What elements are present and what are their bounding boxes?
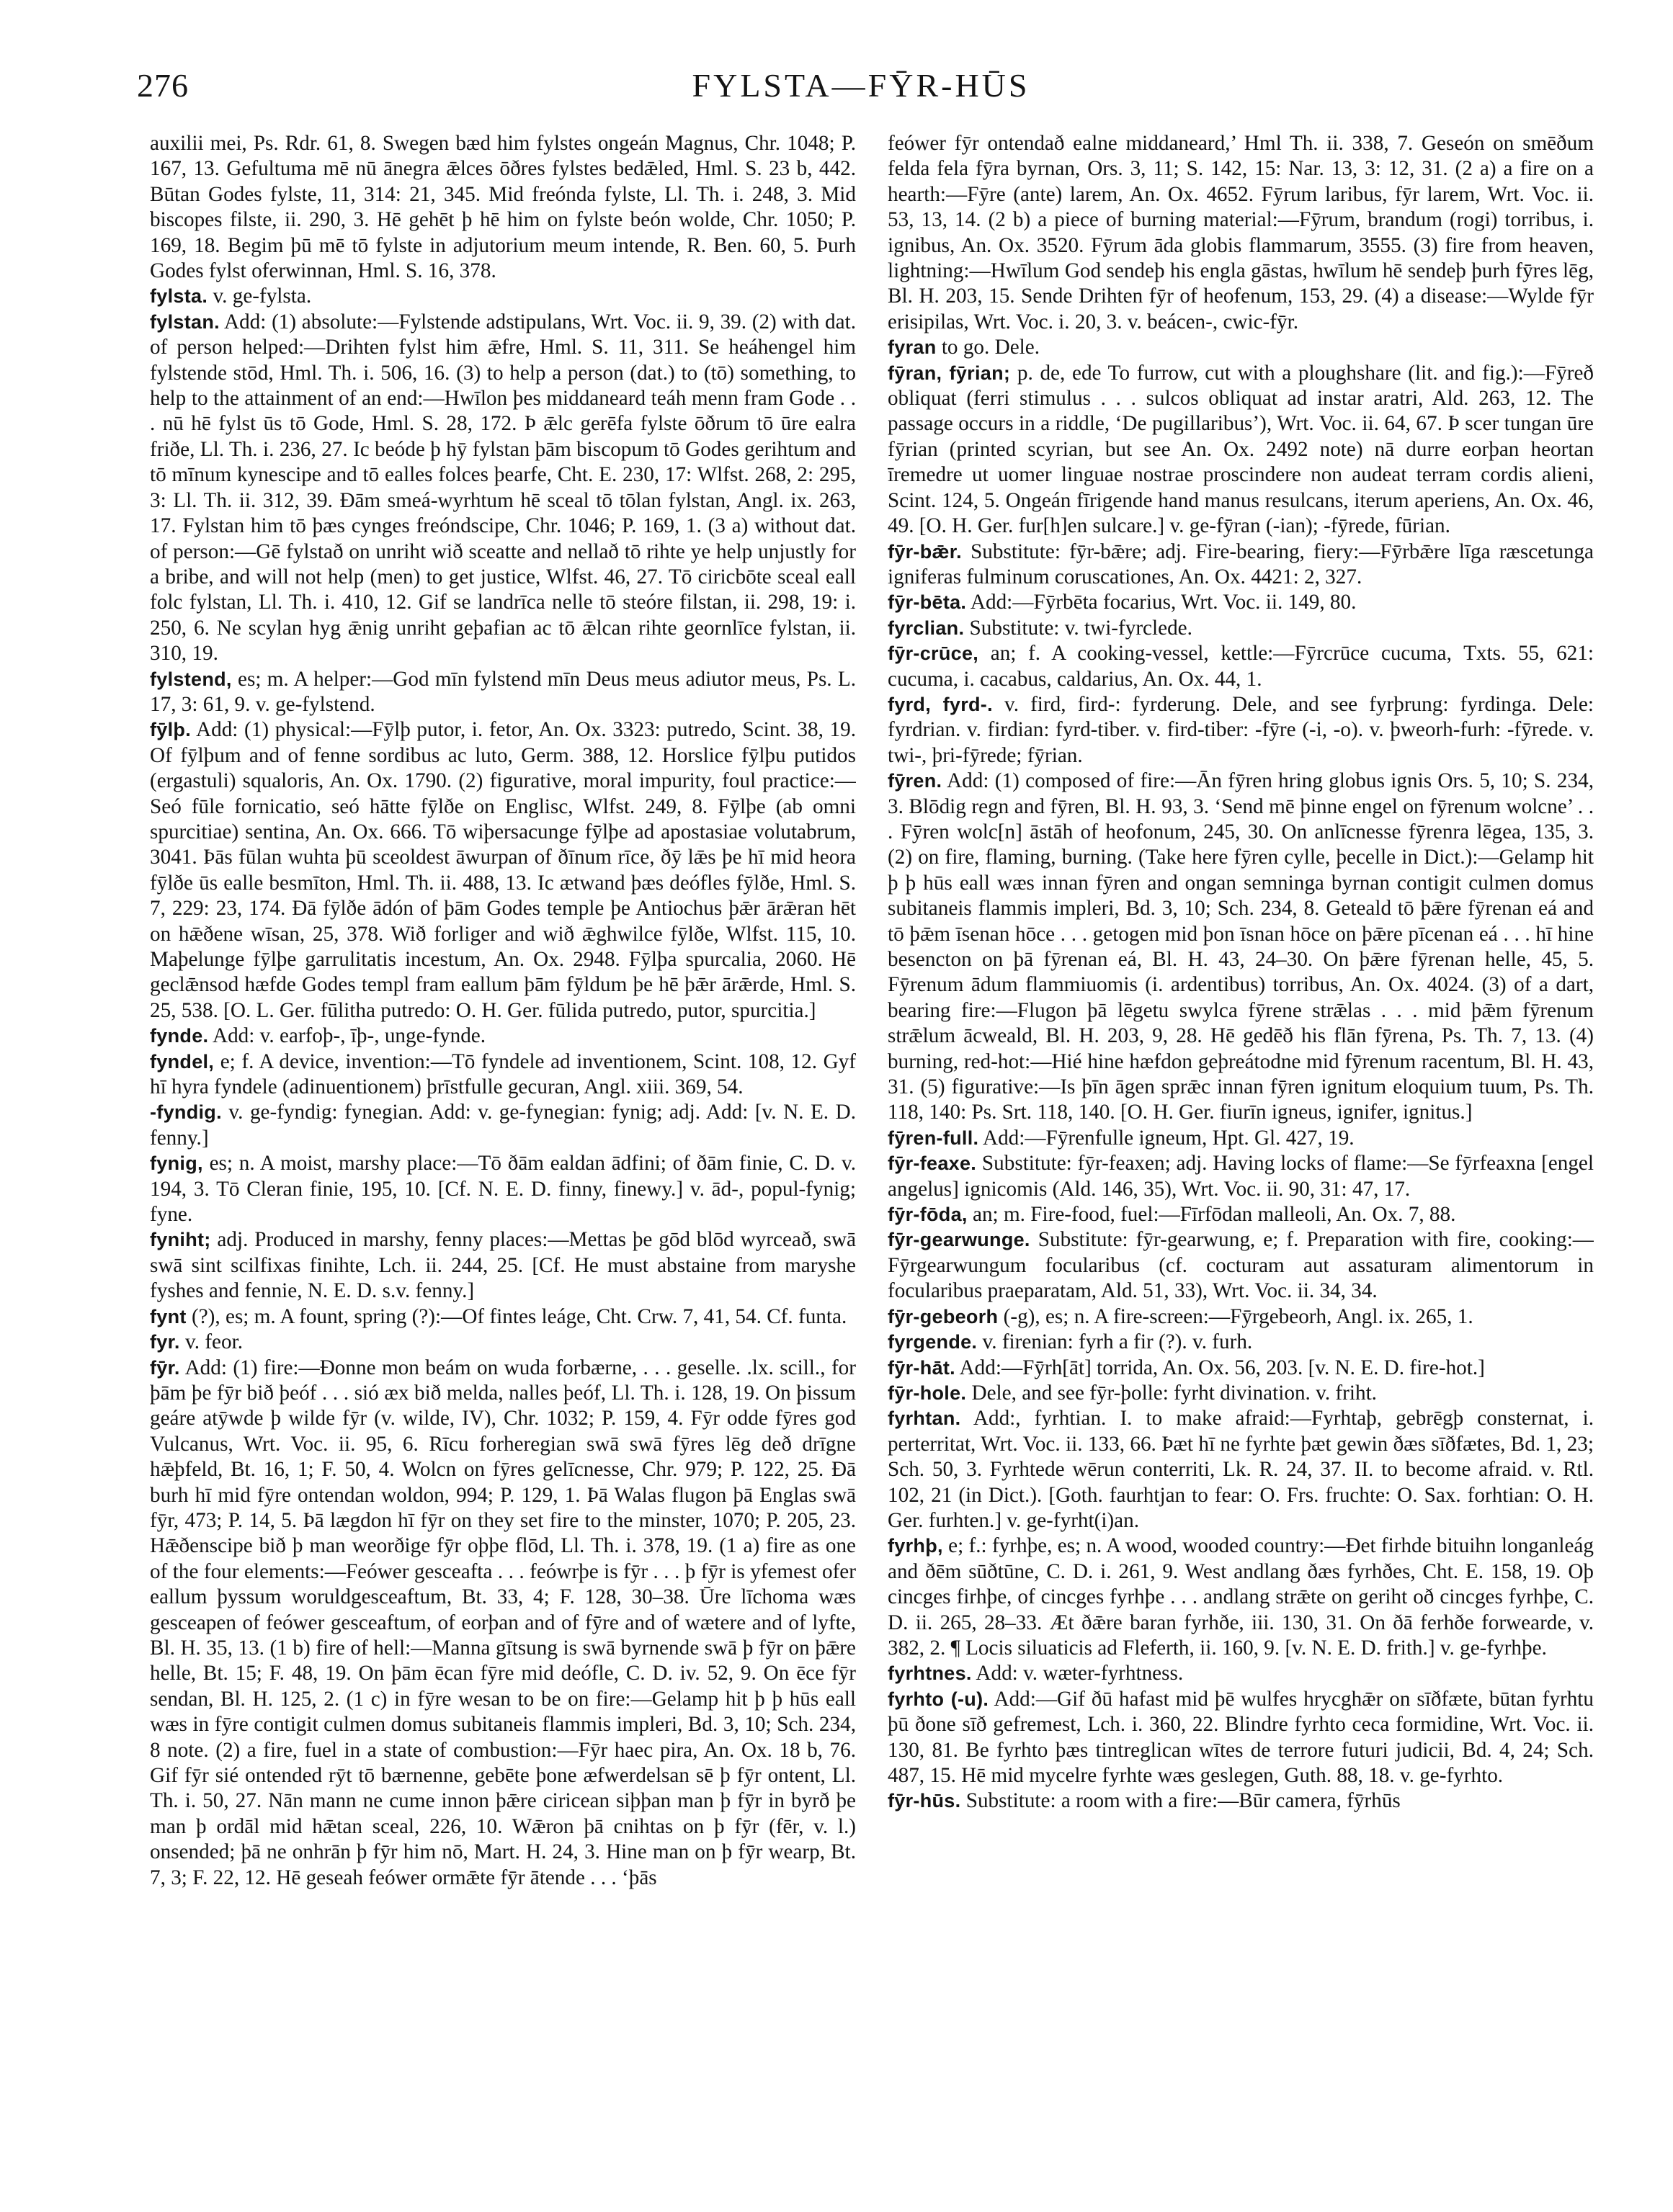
dictionary-entry [888,1381,1594,1406]
entry-headword: fyran [888,336,937,359]
dictionary-entry [888,590,1594,615]
entry-text: auxilii mei, Ps. Rdr. 61, 8. Swegen bæd him fylstes ongeán Magnus, Chr. 1048; P. 167, 13. Gefultuma mē nū ānegra ǣlces ōðres fylstes bedǣled, Hml. S. 23 b, 442. Būtan Godes fylste, 11, 314: 21, 345. Mid freónda fylste, Ll. Th. i. 248, 3. Mid biscopes filste, ii. 290, 3. Hē gehēt þ hē him on fylste beón wolde, Chr. 1050; P. 169, 18. Begim þū mē tō fylste in adjutorium meum intende, R. Ben. 60, 5. Þurh Godes fylst oferwinnan, Hml. S. 16, 378. [150,132,856,283]
right-column [888,131,1594,2177]
dictionary-entry [888,1788,1594,1814]
entry-headword: fȳr. [150,1356,180,1379]
entry-headword: fyrgende. [888,1331,978,1353]
entry-text: Substitute: v. twi-fyrclede. [964,616,1192,640]
entry-text: v. ge-fyndig: fynegian. Add: v. ge-fynegian: fynig; adj. Add: [v. N. E. D. fenny.] [150,1101,856,1150]
entry-headword: fȳren-full. [888,1127,979,1149]
dictionary-entry [888,539,1594,591]
dictionary-entry [888,1202,1594,1227]
entry-text: Add: (1) fire:—Ðonne mon beám on wuda forbærne, . . . geselle. .lx. scill., for þām þe fȳr bið þeóf . . . sió æx bið melda, nalles þeóf, Ll. Th. i. 128, 19. On þissum geáre atȳwde þ wilde fȳr (v. wilde, IV), Chr. 1032; P. 159, 4. Fȳr odde fȳres god Vulcanus, Wrt. Voc. ii. 95, 6. Rīcu forheregian swā swā fȳres lēg deð drīgne hǣþfeld, Bt. 16, 1; F. 50, 4. Wolcn on fȳres gelīcnesse, Chr. 979; P. 122, 25. Ðā burh hī mid fȳre ontendan woldon, 994; P. 129, 1. Þā Walas flugon þā Englas swā fȳr, 473; P. 14, 5. Þā lægdon hī fȳr on they set fire to the minster, 1070; P. 205, 23. Hǣðenscipe bið þ man weorðige fȳr oþþe flōd, Ll. Th. i. 378, 19. (1 a) fire as one of the four elements:—Feówer gesceafta . . . feówrþe is fȳr . . . þ fȳr is yfemest ofer eallum þyssum woruldgesceaftum, Bt. 33, 4; F. 128, 30–38. Ūre līchoma wæs gesceapen of feówer gesceaftum, of eorþan and of fȳre and of wætere and of lyfte, Bl. H. 35, 13. (1 b) fire of hell:—Manna gītsung is swā byrnende swā þ fȳr on þǣre helle, Bt. 15; F. 48, 19. On þām ēcan fȳre mid deófle, C. D. iv. 52, 9. On ēce fȳr sendan, Bl. H. 125, 2. (1 c) in fȳre wesan to be on fire:—Gelamp hit þ þ hūs eall wæs in fȳre contigit culmen domus subitaneis flammis impleri, Bd. 3, 10; Sch. 234, 8 note. (2) a fire, fuel in a state of combustion:—Fȳr haec pira, An. Ox. 18 b, 76. Gif fȳr sié ontended rȳt tō bærnenne, gebēte þone æfwerdelsan sē þ fȳr ontent, Ll. Th. i. 50, 27. Nān mann ne cume innon þǣre ciricean siþþan man þ fȳr in byrð þe man þ ordāl mid hǣtan sceal, 226, 10. Wǣron þā cnihtas on þ fȳr (fēr, v. l.) onsended; þā ne onhrān þ fȳr him nō, Mart. H. 24, 3. Hine man on þ fȳr wearp, Bt. 7, 3; F. 22, 12. Hē geseah feówer ormǣte fȳr ātende . . . ‘þās [150,1356,856,1889]
page-number: 276 [137,67,189,104]
dictionary-entry [150,310,856,667]
entry-headword: fyrhþ, [888,1535,943,1557]
entry-headword: fynde. [150,1025,209,1047]
entry-headword: -fyndig. [150,1101,222,1124]
dictionary-entry [888,335,1594,360]
dictionary-entry [150,1330,856,1355]
entry-text: Substitute: a room with a fire:—Būr camera, fȳrhūs [960,1789,1401,1813]
dictionary-entry [150,1024,856,1049]
entry-text: Add:—Fȳrh[āt] torrida, An. Ox. 56, 203. [v. N. E. D. fire-hot.] [955,1356,1485,1379]
dictionary-entry [888,769,1594,1126]
entry-text: v. feor. [179,1330,243,1354]
dictionary-entry [150,667,856,718]
entry-text: Add:—Fȳrbēta focarius, Wrt. Voc. ii. 149, 80. [966,591,1357,614]
dictionary-entry [150,1049,856,1101]
entry-headword: fynt [150,1305,187,1327]
dictionary-entry [150,1227,856,1304]
dictionary-entry [888,616,1594,641]
dictionary-entry [888,1687,1594,1789]
dictionary-entry [888,131,1594,335]
entry-text: adj. Produced in marshy, fenny places:—Mettas þe gōd blōd wyrceað, swā swā sint scilfixas finihte, Lch. ii. 244, 25. [Cf. He must abstaine from maryshe fyshes and fennie, N. E. D. s.v. fenny.] [150,1228,856,1303]
entry-headword: fȳr-hāt. [888,1356,955,1379]
dictionary-entry [888,361,1594,539]
entry-text: Add:, fyrhtian. I. to make afraid:—Fyrhtaþ, gebrēgþ consternat, i. perterritat, Wrt. Voc. ii. 133, 66. Þæt hī ne fyrhte þæt gewin ðæs sīðfætes, Bd. 1, 23; Sch. 50, 3. Fyrhtede wērun conterriti, Lk. R. 24, 37. II. to become afraid. v. Rtl. 102, 21 (in Dict.). [Goth. faurhtjan to fear: O. Frs. fruchte: O. Sax. forhtian: O. H. Ger. furhten.] v. ge-fyrht(i)an. [888,1407,1594,1532]
entry-text: Dele, and see fȳr-þolle: fyrht divination. v. friht. [966,1381,1377,1405]
entry-text: (?), es; m. A fount, spring (?):—Of fintes leáge, Cht. Crw. 7, 41, 54. Cf. funta. [186,1304,847,1328]
entry-headword: fȳran, fȳrian; [888,362,1011,384]
entry-text: Add: v. earfoþ-, īþ-, unge-fynde. [208,1024,486,1048]
entry-headword: fȳr-bǣr. [888,540,962,563]
dictionary-entry [888,1151,1594,1202]
entry-headword: fȳr-hūs. [888,1790,961,1812]
entry-headword: fyrhtan. [888,1407,961,1430]
left-column [150,131,856,2177]
entry-headword: fȳr-bēta. [888,591,967,614]
dictionary-entry [150,717,856,1024]
entry-headword: fȳr-hole. [888,1382,967,1404]
dictionary-entry [888,1661,1594,1686]
entry-text: Add: (1) absolute:—Fylstende adstipulans, Wrt. Voc. ii. 9, 39. (2) with dat. of person helped:—Drihten fylst him ǣfre, Hml. S. 11, 311. Se heáhengel him fylstende stōd, Hml. Th. i. 506, 16. (3) to help a person (dat.) to (tō) something, to help to the attainment of an end:—Hwīlon þes middaneard teáh menn fram Gode . . . nū hē fylst ūs tō Gode, Hml. S. 28, 172. Þ ǣlc gerēfa fylste ōðrum tō ūre ealra friðe, Ll. Th. i. 236, 27. Ic beóde þ hȳ fylstan þām biscopum tō Godes gerihtum and tō mīnum kynescipe and tō ealles folces þearfe, Cht. E. 230, 17: Wlfst. 268, 2: 295, 3: Ll. Th. ii. 312, 39. Ðām smeá-wyrhtum hē sceal tō tōlan fylstan, Angl. ix. 263, 17. Fylstan him tō þæs cynges freóndscipe, Chr. 1046; P. 169, 1. (3 a) without dat. of person:—Gē fylstað on unriht wið sceatte and nellað tō rihte ye help unjustly for a bribe, and will not help (men) to get justice, Wlfst. 46, 27. Tō ciricbōte sceal eall folc fylstan, Ll. Th. i. 410, 12. Gif se landrīca nelle tō steóre filstan, ii. 298, 19: i. 250, 6. Ne scylan hyg ǣnig unriht geþafian ac tō ǣlcan rihte geornlīce fylstan, ii. 310, 19. [150,310,856,666]
entry-text: to go. Dele. [936,336,1040,359]
dictionary-entry [888,1126,1594,1151]
dictionary-entry [150,1100,856,1151]
running-head: FYLSTA—FȲR-HŪS [692,67,1030,104]
entry-text: e; f. A device, invention:—Tō fyndele ad inventionem, Scint. 108, 12. Gyf hī hyra fyndele (adinuentionem) þrīstfulle gecuran, Angl. xiii. 369, 54. [150,1049,856,1099]
entry-headword: fyniht; [150,1229,211,1251]
entry-headword: fynig, [150,1152,203,1175]
entry-text: Add: (1) physical:—Fȳlþ putor, i. fetor, An. Ox. 3323: putredo, Scint. 38, 19. Of fȳlþum and of fenne sordibus ac luto, Germ. 388, 12. Horslice fȳlþu putidos (ergastuli) squaloris, An. Ox. 1790. (2) figurative, moral impurity, foul practice:—Seó fūle fornicatio, seó hātte fȳlðe on Englisc, Wlfst. 249, 8. Fȳlþe (ab omni spurcitiae) sentina, An. Ox. 666. Tō wiþersacunge fȳlþe ad apostasiae volutabrum, 3041. Þās fūlan wuhta þū sceoldest āwurpan of ðīnum rīce, ðȳ lǣs þe hī mid heora fȳlðe ūs ealle besmīton, Hml. Th. ii. 488, 13. Ic ætwand þæs deófles fȳlðe, Hml. S. 7, 229: 23, 174. Ðā fȳlðe ādón of þām Godes temple þe Antiochus þǣr ārǣran hēt on hǣðene wīsan, 25, 378. Wið forliger and wið ǣghwilce fȳlðe, Wlfst. 115, 10. Maþelunge fȳlþe garrulitatis incestum, An. Ox. 2948. Fȳlþa spurcalia, 2060. Hē geclǣnsod hæfde Godes templ fram eallum þām fȳldum þe hē þǣr ārǣrde, Hml. S. 25, 538. [O. L. Ger. fūlitha putredo: O. H. Ger. fūlida putredo, putor, spurcitia.] [150,718,856,1022]
entry-text: Substitute: fȳr-feaxen; adj. Having locks of flame:—Se fȳrfeaxna [engel angelus] ignicomis (Ald. 146, 35), Wrt. Voc. ii. 90, 31: 47, 17. [888,1152,1594,1201]
entry-text: v. firenian: fyrh a fir (?). v. furh. [977,1330,1253,1354]
entry-text: feówer fȳr ontendað ealne middaneard,’ Hml Th. ii. 338, 7. Geseón on smēðum felda fela fȳra byrnan, Ors. 3, 11; S. 142, 15: Nar. 13, 3: 12, 31. (2 a) a fire on a hearth:—Fȳre (ante) larem, An. Ox. 4652. Fȳrum laribus, fȳr larem, Wrt. Voc. ii. 53, 13, 14. (2 b) a piece of burning material:—Fȳrum, brandum (rogi) torribus, i. ignibus, An. Ox. 3520. Fȳrum āda globis flammarum, 3555. (3) fire from heaven, lightning:—Hwīlum God sendeþ his engla gāstas, hwīlum hē sendeþ þurh fȳres lēg, Bl. H. 203, 15. Sende Drihten fȳr of heofenum, 153, 29. (4) a disease:—Wylde fȳr erisipilas, Wrt. Voc. i. 20, 3. v. beácen-, cwic-fȳr. [888,132,1594,333]
entry-headword: fȳlþ. [150,719,192,741]
dictionary-entry [888,1533,1594,1661]
entry-text: an; m. Fire-food, fuel:—Fīrfōdan malleoli, An. Ox. 7, 88. [967,1203,1456,1227]
entry-headword: fylsta. [150,285,208,308]
dictionary-entry [150,1356,856,1891]
entry-headword: fyndel, [150,1050,215,1073]
entry-text: e; f.: fyrhþe, es; n. A wood, wooded country:—Ðet firhde bituihn longanleág and ðēm sūðtūne, C. D. i. 261, 9. West andlang ðæs fyrhðes, Cht. E. 158, 19. Oþ cincges firhþe, of cincges fyrhþe . . . andlang strǣte on geriht oð cincges fyrhþe, C. D. ii. 265, 28–33. Æt ðǣre baran fyrhðe, iii. 130, 31. On ðā ferhðe forwearde, v. 382, 2. ¶ Locis siluaticis ad Fleferth, ii. 160, 9. [v. N. E. D. frith.] v. ge-fyrhþe. [888,1534,1594,1660]
dictionary-entry [888,692,1594,769]
entry-text: Add: (1) composed of fire:—Ān fȳren hring globus ignis Ors. 5, 10; S. 234, 3. Blōdig regn and fȳren, Bl. H. 93, 3. ‘Send mē þinne engel on fȳrenum wolcne’ . . . Fȳren wolc[n] āstāh of heofonum, 245, 30. On anlīcnesse fȳrenra lēgea, 135, 3. (2) on fire, flaming, burning. (Take here fȳren cylle, þecelle in Dict.):—Gelamp hit þ þ hūs eall wæs innan fȳren and ongan semninga byrnan contigit culmen domus subitaneis flammis impleri, Bd. 3, 10; Sch. 234, 8. Geteald tō þǣre fȳrenan eá and tō þǣm īsenan hōce . . . getogen mid þon īsnan hōce on þǣre pīcenan eá . . . hī hine besencton on þā fȳrenan eá, Bl. H. 43, 24–30. On þǣre fȳrenan helle, 45, 5. Fȳrenum ādum flammiuomis (i. ardentibus) torribus, An. Ox. 4024. (3) of a dart, bearing fire:—Flugon þā lēgetu swylca fȳrene strǣlas . . . mid þǣm fȳrenum strǣlum ācweald, Bl. H. 203, 9, 28. Hē gedēð his flān fȳrena, Ps. Th. 7, 13. (4) burning, red-hot:—Hié hine hæfdon geþreátodne mid fȳrenum racentum, Bl. H. 43, 31. (5) figurative:—Is þīn āgen sprǣc innan fȳren ignitum eloquium tuum, Ps. Th. 118, 140: Ps. Srt. 118, 140. [O. H. Ger. fiurīn igneus, ignifer, ignitus.] [888,769,1594,1124]
entry-headword: fyrd, fyrd-. [888,693,993,715]
dictionary-entry [888,1406,1594,1533]
entry-text: Add: v. wæter-fyrhtness. [971,1662,1184,1685]
entry-text: v. ge-fylsta. [208,285,312,308]
dictionary-entry [150,284,856,309]
entry-headword: fylstan. [150,310,220,333]
dictionary-entry [888,1330,1594,1355]
entry-headword: fȳr-feaxe. [888,1152,977,1175]
entry-headword: fȳr-gearwunge. [888,1229,1030,1251]
entry-text: Substitute: fȳr-gearwung, e; f. Preparation with fire, cooking:—Fȳrgearwungum focularibus (cf. cocturam aut assaturam alimentorum in focularibus praeparatam, Ald. 51, 33), Wrt. Voc. ii. 34, 34. [888,1228,1594,1303]
entry-text: Substitute: fȳr-bǣre; adj. Fire-bearing, fiery:—Fȳrbǣre līga ræscetunga igniferas fulminum coruscationes, An. Ox. 4421: 2, 327. [888,539,1594,588]
entry-text: p. de, ede To furrow, cut with a ploughshare (lit. and fig.):—Fȳreð obliquat (ferri stimulus . . . sulcos obliquat ad instar aratri, Ald. 263, 12. The passage occurs in a riddle, ‘De pugillaribus’), Wrt. Voc. ii. 64, 67. Þ scer tungan ūre fȳrian (printed scyrian, but see An. Ox. 2492 note) nā durre eorþan heortan īremedre ut uomer linguae nostrae proscindere non audeat terram cordis alieni, Scint. 124, 5. Ongeán fīrigende hand manus resulcans, iterum aperiens, An. Ox. 46, 49. [O. H. Ger. fur[h]en sulcare.] v. ge-fȳran (-ian); -fȳrede, fūrian. [888,361,1594,538]
page-header [137,66,1585,117]
entry-text: an; f. A cooking-vessel, kettle:—Fȳrcrūce cucuma, Txts. 55, 621: cucuma, i. cacabus, caldarius, An. Ox. 44, 1. [888,642,1594,691]
entry-text: (-g), es; n. A fire-screen:—Fȳrgebeorh, Angl. ix. 265, 1. [998,1304,1473,1328]
entry-text: Add:—Fȳrenfulle igneum, Hpt. Gl. 427, 19. [978,1126,1355,1150]
entry-text: es; m. A helper:—God mīn fylstend mīn Deus meus adiutor meus, Ps. L. 17, 3: 61, 9. v. ge-fylstend. [150,667,856,716]
entry-headword: fyrhto (-u). [888,1688,989,1710]
entry-headword: fyrclian. [888,617,965,639]
dictionary-entry [888,641,1594,692]
dictionary-entry [150,1304,856,1330]
dictionary-entry [150,1151,856,1227]
dictionary-entry [150,131,856,284]
entry-headword: fȳr-fōda, [888,1204,968,1226]
entry-headword: fylstend, [150,668,232,690]
entry-headword: fyrhtnes. [888,1662,972,1685]
entry-text: v. fird, fird-: fyrderung. Dele, and see fyrþrung: fyrdinga. Dele: fyrdrian. v. firdian: fyrd-tiber. v. fird-tiber: -fȳre (-i, -o). v. þweorh-furh: -fȳrede. v. twi-, þri-fȳrede; fȳrian. [888,692,1594,767]
dictionary-entry [888,1227,1594,1304]
dictionary-entry [888,1356,1594,1381]
dictionary-entry [888,1304,1594,1330]
entry-text: es; n. A moist, marshy place:—Tō ðām ealdan ādfini; of ðām finie, C. D. v. 194, 3. Tō Cleran finie, 195, 10. [Cf. N. E. D. finny, finewy.] v. ād-, popul-fynig; fyne. [150,1152,856,1227]
entry-text: Add:—Gif ðū hafast mid þē wulfes hrycghǣr on sīðfæte, būtan fyrhtu þū ðone sīð gefremest, Lch. i. 360, 22. Blindre fyrhto ceca formidine, Wrt. Voc. ii. 130, 81. Be fyrhto þæs tintreglican wītes de terrore futuri judicii, Bd. 4, 24; Sch. 487, 15. Hē mid mycelre fyrhte wæs geslegen, Guth. 88, 18. v. ge-fyrhto. [888,1687,1594,1787]
entry-headword: fyr. [150,1331,180,1353]
entry-headword: fȳren. [888,770,942,792]
entry-headword: fȳr-crūce, [888,642,979,665]
entry-headword: fȳr-gebeorh [888,1305,999,1327]
